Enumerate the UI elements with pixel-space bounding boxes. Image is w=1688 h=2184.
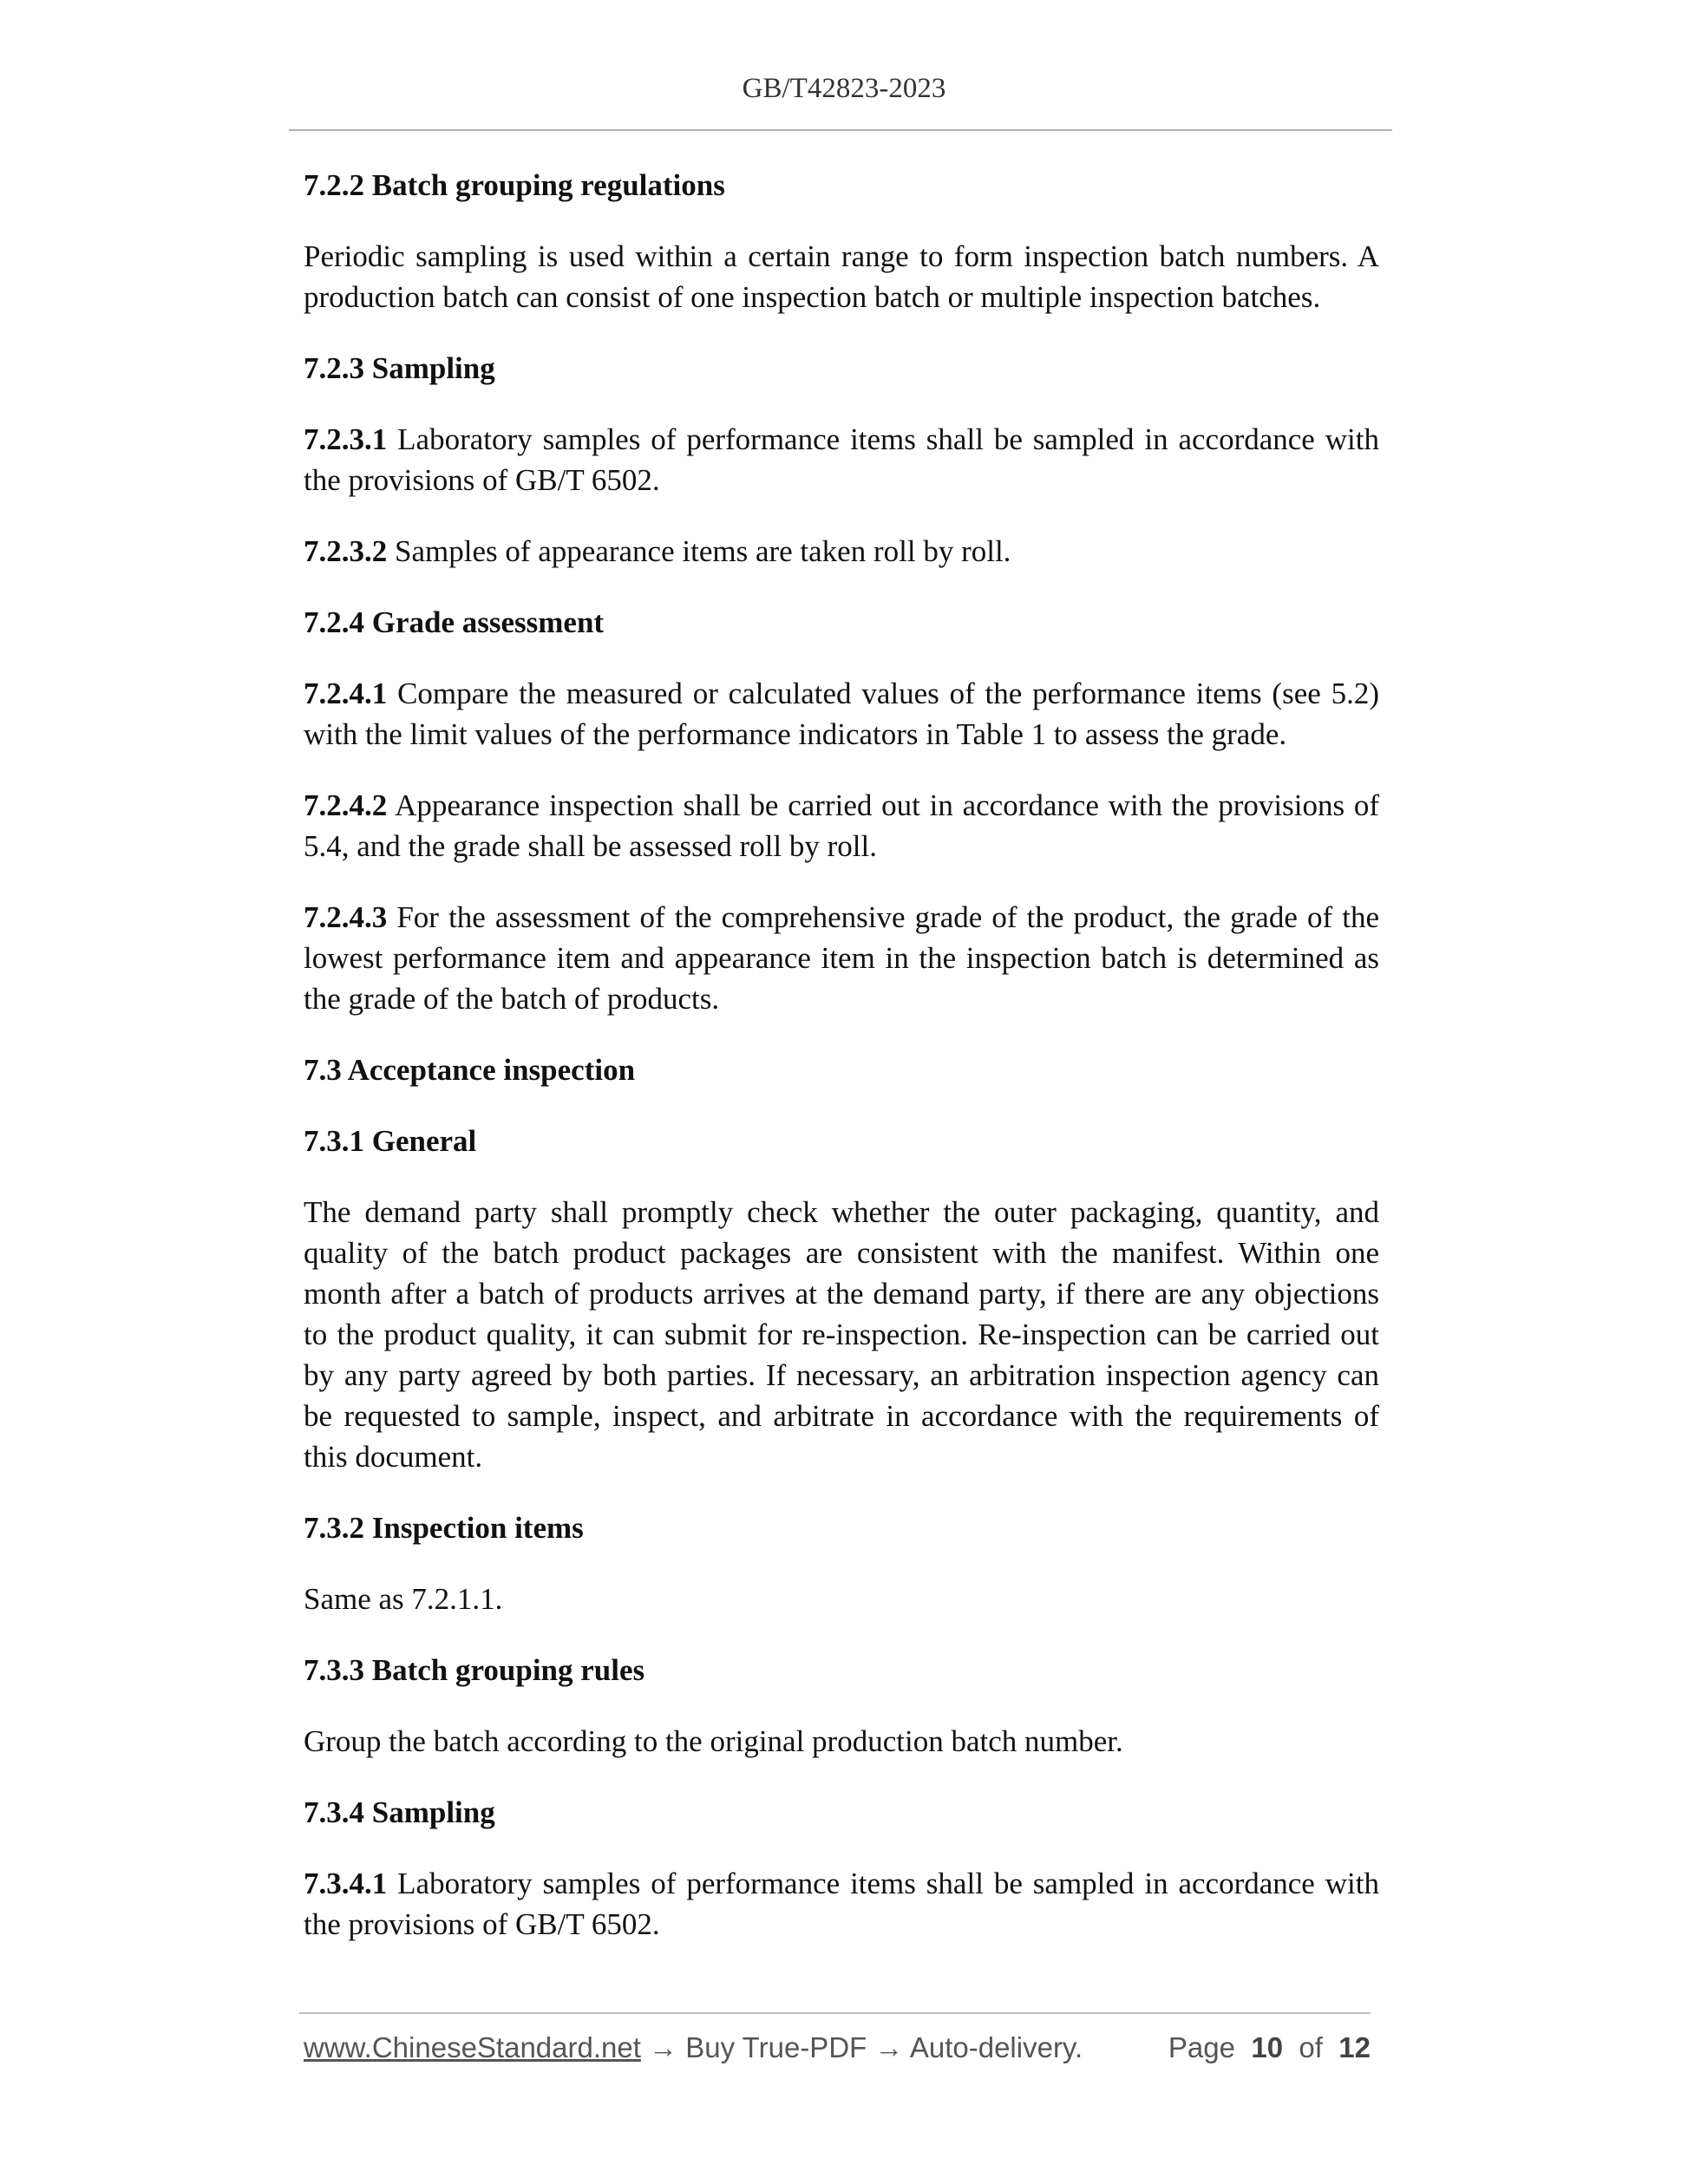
- clause-text: For the assessment of the comprehensive grade of the product, the grade of the lowest performance item and appearance item in the inspection batch is determined as the grade of the batch of products.: [304, 900, 1379, 1016]
- paragraph: Periodic sampling is used within a certain range to form inspection batch numbers. A production batch can consist of one inspection batch or multiple inspection batches.: [304, 239, 1379, 314]
- paragraph: Group the batch according to the original production batch number.: [304, 1724, 1123, 1758]
- arrow-right-icon: →: [640, 2031, 686, 2063]
- auto-delivery-text: Auto-delivery.: [909, 2031, 1083, 2063]
- numbered-clause: [304, 419, 1379, 500]
- numbered-clause: [304, 1863, 1379, 1945]
- document-body: [304, 165, 1379, 1975]
- buy-true-pdf-text: Buy True-PDF: [685, 2031, 867, 2063]
- section-heading: 7.3.3 Batch grouping rules: [304, 1653, 645, 1687]
- numbered-clause: [304, 531, 1379, 572]
- clause-number: 7.2.3.2: [304, 534, 388, 568]
- clause-text: Samples of appearance items are taken roll by roll.: [387, 534, 1011, 568]
- page-label: Page: [1168, 2031, 1235, 2063]
- footer-promo: [304, 2031, 1083, 2064]
- section-heading: 7.3 Acceptance inspection: [304, 1053, 636, 1087]
- clause-number: 7.2.3.1: [304, 422, 388, 456]
- numbered-clause: [304, 785, 1379, 866]
- clause-text: Appearance inspection shall be carried out in accordance with the provisions of 5.4, and the grade shall be assessed roll by roll.: [304, 788, 1379, 863]
- paragraph: Same as 7.2.1.1.: [304, 1582, 503, 1616]
- clause-text: Laboratory samples of performance items shall be sampled in accordance with the provisions of GB/T 6502.: [304, 422, 1379, 497]
- paragraph: The demand party shall promptly check whether the outer packaging, quantity, and quality of the batch product packages are consistent with the manifest. Within one month after a batch of products arrives at the demand party, if there are any objections to the product quality, it can submit for re-inspection. Re-inspection can be carried out by any party agreed by both parties. If necessary, an arbitration inspection agency can be requested to sample, inspect, and arbitrate in accordance with the requirements of this document.: [304, 1195, 1379, 1474]
- of-label: of: [1299, 2031, 1323, 2063]
- clause-number: 7.2.4.3: [304, 900, 388, 934]
- clause-text: Laboratory samples of performance items shall be sampled in accordance with the provisions of GB/T 6502.: [304, 1867, 1379, 1941]
- page-total: 12: [1338, 2031, 1371, 2063]
- numbered-clause: [304, 673, 1379, 755]
- running-header: GB/T42823-2023: [742, 73, 946, 104]
- footer-divider: [299, 2012, 1371, 2014]
- numbered-clause: [304, 897, 1379, 1019]
- clause-number: 7.2.4.1: [304, 677, 388, 710]
- header-divider: [289, 129, 1392, 131]
- section-heading: 7.3.2 Inspection items: [304, 1511, 584, 1545]
- page-footer: [304, 2031, 1371, 2071]
- section-heading: 7.3.4 Sampling: [304, 1795, 495, 1829]
- clause-text: Compare the measured or calculated values of the performance items (see 5.2) with the limit values of the performance indicators in Table 1 to assess the grade.: [304, 677, 1379, 751]
- clause-number: 7.2.4.2: [304, 788, 388, 822]
- section-heading: 7.2.3 Sampling: [304, 351, 495, 385]
- section-heading: 7.3.1 General: [304, 1124, 477, 1158]
- section-heading: 7.2.4 Grade assessment: [304, 605, 605, 639]
- site-link[interactable]: www.ChineseStandard.net: [304, 2031, 641, 2063]
- clause-number: 7.3.4.1: [304, 1867, 388, 1900]
- page-current: 10: [1251, 2031, 1284, 2063]
- section-heading: 7.2.2 Batch grouping regulations: [304, 168, 725, 202]
- arrow-right-icon: →: [867, 2031, 910, 2063]
- page-indicator: [1168, 2031, 1371, 2064]
